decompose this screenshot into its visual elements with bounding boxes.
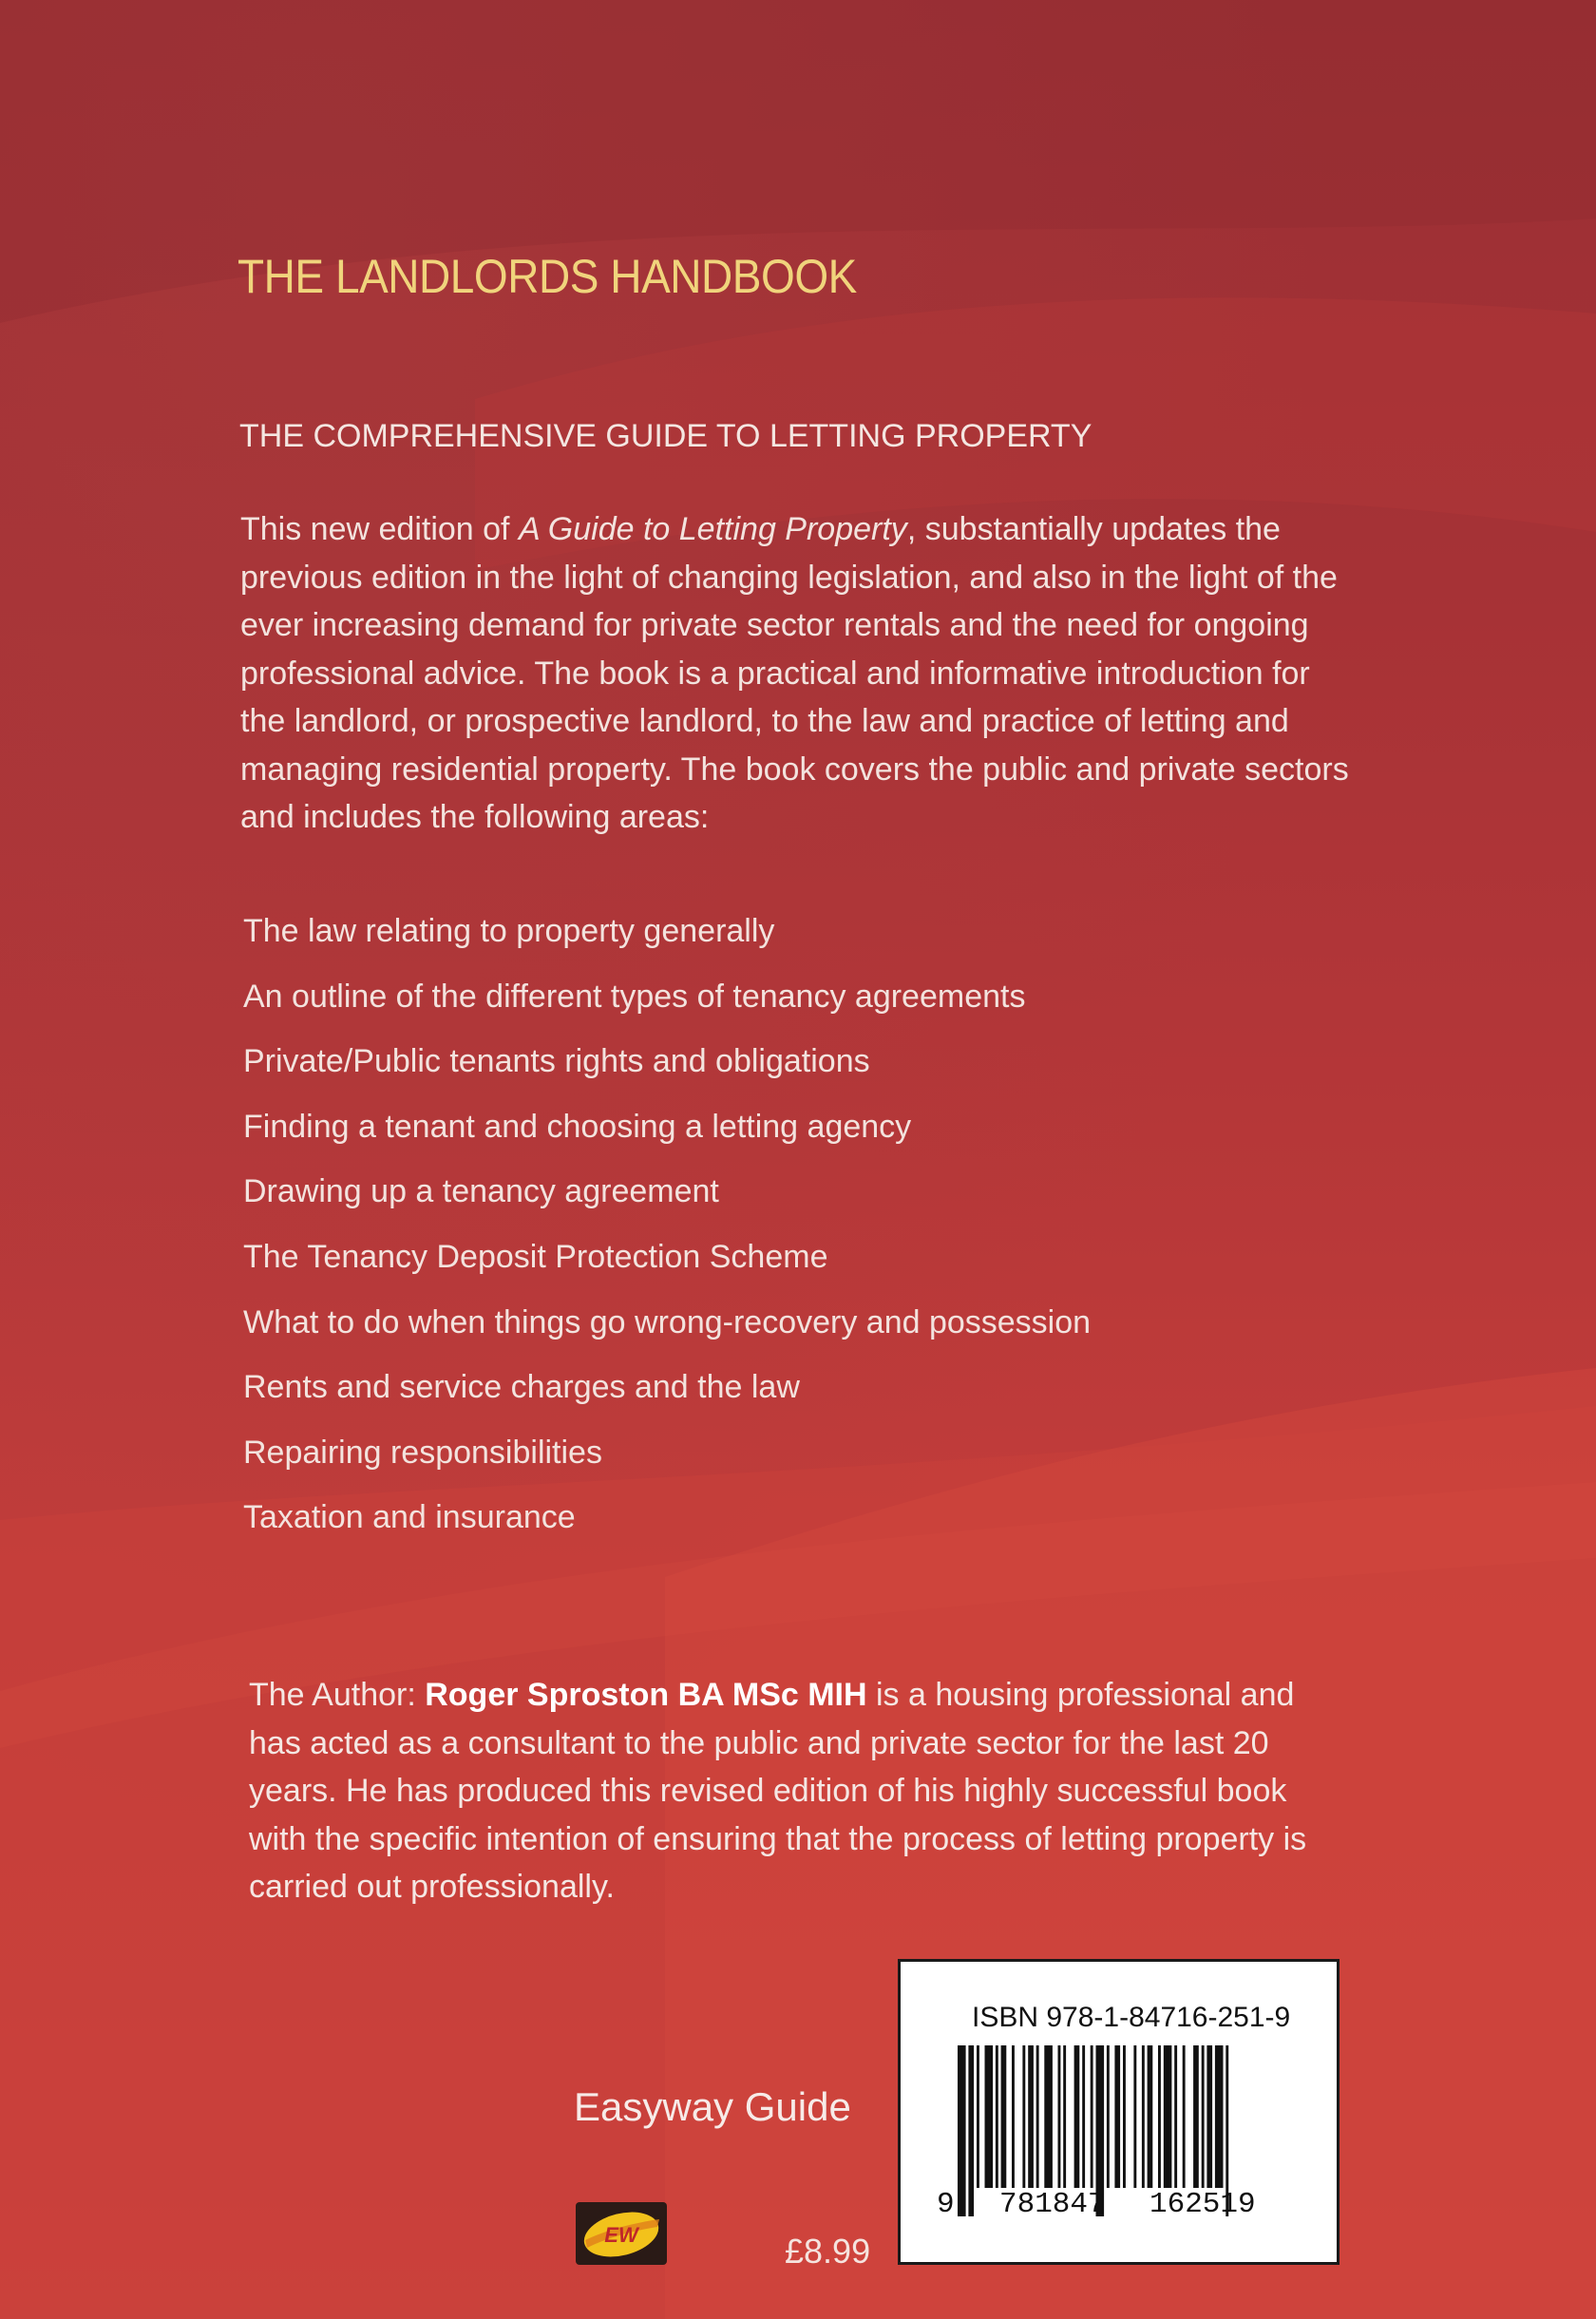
barcode-bar (1148, 2045, 1153, 2188)
publisher-logo-icon (576, 2202, 667, 2265)
topics-list (243, 907, 1091, 1559)
publisher-logo-text: EW (604, 2223, 638, 2247)
barcode-bar (1012, 2045, 1015, 2188)
barcode-digits-left: 781847 (999, 2188, 1106, 2221)
author-paragraph (249, 1671, 1341, 1911)
topic-item: Drawing up a tenancy agreement (243, 1173, 719, 1210)
barcode-bar (1001, 2045, 1007, 2188)
barcode-bar (1063, 2045, 1066, 2188)
topic-item: Taxation and insurance (243, 1499, 576, 1536)
barcode-digits-right: 162519 (1150, 2188, 1256, 2221)
barcode-bar (1058, 2045, 1061, 2188)
intro-lead: This new edition of (240, 511, 519, 547)
isbn-barcode-box (898, 1959, 1340, 2265)
barcode-bar (958, 2045, 966, 2216)
price: £8.99 (785, 2232, 871, 2271)
barcode-bar (1082, 2045, 1085, 2188)
topic-item: The Tenancy Deposit Protection Scheme (243, 1238, 828, 1275)
barcode-bar (1036, 2045, 1039, 2188)
series-name: Easyway Guide (574, 2084, 851, 2129)
barcode-bar (977, 2045, 979, 2188)
barcode-bar (996, 2045, 998, 2188)
topic-item: Repairing responsibilities (243, 1434, 602, 1471)
barcode-bar (1044, 2045, 1053, 2188)
author-name: Roger Sproston BA MSc MIH (425, 1677, 867, 1713)
intro-body: , substantially updates the previous edition in the light of changing legislation, and also in the light of the ever increasing demand for private sector rentals and the need for ongoing professional advice. The book is a practical and informative introduction for the landlord, or prospective landlord, to the law and practice of letting and managing residential property. The book covers the public and private sectors and includes the following areas: (240, 511, 1349, 835)
isbn-label: ISBN 978-1-84716-251-9 (972, 2002, 1291, 2033)
barcode-bar (1142, 2045, 1145, 2188)
topic-item: Private/Public tenants rights and obligations (243, 1043, 870, 1080)
barcode-bar (1206, 2045, 1212, 2188)
topic-item: What to do when things go wrong-recovery and possession (243, 1303, 1092, 1340)
barcode-digit-first: 9 (937, 2188, 955, 2221)
barcode-bar (1074, 2045, 1080, 2188)
barcode-bar (1215, 2045, 1224, 2188)
barcode-bar (1183, 2045, 1186, 2188)
topic-item: An outline of the different types of tenancy agreements (243, 978, 1026, 1015)
intro-book-title: A Guide to Letting Property (518, 511, 907, 547)
barcode-bar (1202, 2045, 1205, 2188)
topic-item: Rents and service charges and the law (243, 1369, 800, 1406)
barcode-bar (1123, 2045, 1126, 2188)
barcode-bar (1022, 2045, 1025, 2188)
barcode-bar (968, 2045, 974, 2216)
author-lead: The Author: (249, 1677, 426, 1713)
topic-item: Finding a tenant and choosing a letting agency (243, 1108, 912, 1145)
book-title: THE LANDLORDS HANDBOOK (238, 250, 857, 303)
author-bio: is a housing professional and has acted as a consultant to the public and private sector for the last 20 years. He has produced this revised edition of his highly successful book with the specific intention of ensuring that the process of letting property is carried out professionally. (249, 1677, 1307, 1905)
intro-paragraph (240, 505, 1361, 842)
barcode-bar (1174, 2045, 1177, 2188)
barcode-bar (1133, 2045, 1136, 2188)
barcode (901, 1962, 1337, 2262)
barcode-bar (1091, 2045, 1093, 2188)
barcode-bar (1158, 2045, 1161, 2188)
barcode-bar (985, 2045, 994, 2188)
barcode-bar (1164, 2045, 1172, 2188)
book-subtitle: THE COMPREHENSIVE GUIDE TO LETTING PROPERTY (239, 418, 1092, 454)
barcode-bar (1193, 2045, 1199, 2188)
publisher-logo (576, 2202, 667, 2265)
barcode-bar (1028, 2045, 1034, 2188)
barcode-bar (1107, 2045, 1110, 2188)
topic-item: The law relating to property generally (243, 913, 775, 949)
barcode-bar (1114, 2045, 1120, 2188)
